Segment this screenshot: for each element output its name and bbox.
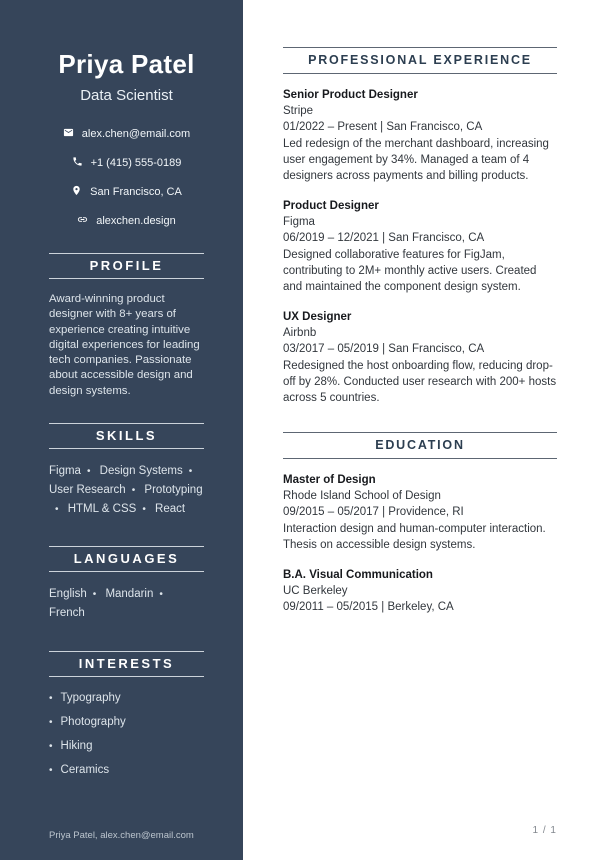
contact-website[interactable] [49, 214, 204, 229]
experience-entries [283, 87, 557, 406]
education-entry [283, 472, 557, 553]
languages-heading: LANGUAGES [49, 546, 204, 572]
interest-item: • Typography [49, 692, 121, 705]
contact-location [49, 185, 204, 200]
skills-section [49, 423, 204, 519]
sidebar [0, 0, 243, 860]
education-section [283, 432, 557, 615]
skill-item: HTML & CSS [67, 503, 137, 516]
education-entries [283, 472, 557, 615]
contact-phone-text: +1 (415) 555-0189 [90, 157, 182, 169]
contact-location-text: San Francisco, CA [90, 186, 182, 198]
email-icon [63, 127, 74, 142]
entry-title: UX Designer [283, 311, 352, 323]
language-item: English [49, 588, 87, 601]
entry-organization: Airbnb [283, 327, 317, 339]
contact-phone[interactable] [49, 156, 204, 171]
entry-dates-location: 03/2017 – 05/2019 | San Francisco, CA [283, 343, 485, 355]
bullet-icon: • [49, 717, 53, 729]
entry-organization: Stripe [283, 105, 314, 117]
page-number: 1 / 1 [532, 825, 557, 836]
experience-entry [283, 198, 557, 295]
main-column [283, 0, 557, 860]
bullet-separator-icon: • [55, 504, 59, 516]
education-entry [283, 567, 557, 615]
entry-organization: Figma [283, 216, 315, 228]
profile-text: Award-winning product designer with 8+ years of experience creating intuitive digital experiences for leading tech companies. Passionate about accessible design and design systems. [49, 293, 200, 397]
bullet-separator-icon: • [131, 485, 136, 497]
contact-email[interactable] [49, 127, 204, 142]
profile-heading: PROFILE [49, 253, 204, 279]
contact-website-text: alexchen.design [96, 215, 176, 227]
profile-section [49, 253, 204, 399]
language-item: Mandarin [105, 588, 154, 601]
bullet-separator-icon: • [92, 589, 97, 601]
skill-item: Design Systems [99, 465, 183, 478]
entry-dates-location: 09/2015 – 05/2017 | Providence, RI [283, 506, 464, 518]
skill-item: React [155, 503, 186, 516]
interest-item: • Photography [49, 716, 126, 729]
entry-title: Product Designer [283, 200, 379, 212]
entry-description: Redesigned the host onboarding flow, reducing drop-off by 28%. Conducted user research with 200+ hosts across 5 countries. [283, 360, 557, 404]
entry-title: B.A. Visual Communication [283, 569, 433, 581]
bullet-icon: • [49, 693, 53, 705]
bullet-separator-icon: • [159, 589, 163, 601]
sidebar-footer: Priya Patel, alex.chen@email.com [49, 830, 194, 841]
skills-list [49, 462, 204, 519]
entry-organization: UC Berkeley [283, 585, 348, 597]
interests-list [49, 691, 204, 778]
person-job-title: Data Scientist [80, 87, 173, 104]
entry-description: Designed collaborative features for FigJam, contributing to 2M+ monthly active users. Created and maintained the component design system. [283, 249, 537, 293]
entry-description: Interaction design and human-computer interaction. Thesis on accessible design systems. [283, 523, 546, 551]
languages-list [49, 585, 204, 623]
skill-item: Prototyping [144, 484, 203, 497]
entry-description: Led redesign of the merchant dashboard, increasing user engagement by 34%. Managed a team of 4 designers across payments and billing products. [283, 138, 549, 182]
bullet-separator-icon: • [86, 466, 91, 478]
contact-email-text: alex.chen@email.com [81, 128, 191, 140]
entry-dates-location: 06/2019 – 12/2021 | San Francisco, CA [283, 232, 485, 244]
bullet-icon: • [49, 765, 53, 777]
phone-icon [72, 156, 83, 171]
skill-item: Figma [49, 465, 81, 478]
entry-organization: Rhode Island School of Design [283, 490, 441, 502]
experience-heading: PROFESSIONAL EXPERIENCE [283, 47, 557, 74]
interests-section [49, 651, 204, 778]
skill-item: User Research [49, 484, 126, 497]
contact-list [49, 127, 204, 229]
bullet-separator-icon: • [142, 504, 146, 516]
experience-section [283, 47, 557, 406]
interest-item: • Hiking [49, 740, 93, 753]
bullet-icon: • [49, 741, 53, 753]
location-icon [71, 185, 82, 200]
bullet-separator-icon: • [188, 466, 193, 478]
entry-dates-location: 01/2022 – Present | San Francisco, CA [283, 121, 483, 133]
person-name: Priya Patel [58, 49, 195, 79]
interest-item: • Ceramics [49, 764, 110, 777]
entry-title: Senior Product Designer [283, 89, 418, 101]
experience-entry [283, 309, 557, 406]
languages-section [49, 546, 204, 623]
language-item: French [49, 607, 85, 620]
link-icon [77, 214, 88, 229]
entry-dates-location: 09/2011 – 05/2015 | Berkeley, CA [283, 601, 454, 613]
experience-entry [283, 87, 557, 184]
interests-heading: INTERESTS [49, 651, 204, 677]
entry-title: Master of Design [283, 474, 376, 486]
education-heading: EDUCATION [283, 432, 557, 459]
skills-heading: SKILLS [49, 423, 204, 449]
